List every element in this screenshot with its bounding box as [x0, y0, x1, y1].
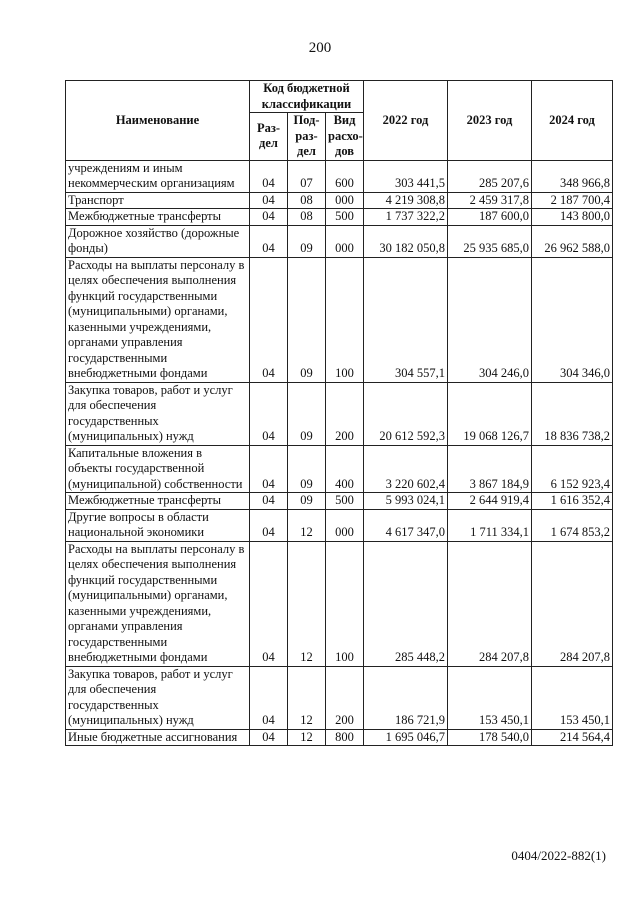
- cell-podrazdel: 07: [288, 160, 326, 192]
- cell-value-2022: 30 182 050,8: [364, 225, 448, 257]
- cell-value-2023: 187 600,0: [448, 209, 532, 226]
- cell-name: учреждениям и иным некоммерческим организациям: [66, 160, 250, 192]
- header-code-group: Код бюджетной классификации: [250, 81, 364, 113]
- cell-razdel: 04: [250, 666, 288, 729]
- cell-razdel: 04: [250, 382, 288, 445]
- cell-value-2024: 214 564,4: [532, 729, 613, 746]
- cell-vid-raskhodov: 600: [326, 160, 364, 192]
- cell-value-2022: 4 219 308,8: [364, 192, 448, 209]
- cell-value-2022: 285 448,2: [364, 541, 448, 666]
- cell-value-2023: 3 867 184,9: [448, 445, 532, 493]
- cell-podrazdel: 09: [288, 257, 326, 382]
- cell-podrazdel: 12: [288, 729, 326, 746]
- header-year-2023: 2023 год: [448, 81, 532, 161]
- cell-value-2024: 18 836 738,2: [532, 382, 613, 445]
- cell-podrazdel: 12: [288, 509, 326, 541]
- table-row: [66, 493, 613, 510]
- cell-value-2023: 304 246,0: [448, 257, 532, 382]
- cell-razdel: 04: [250, 160, 288, 192]
- cell-name: Расходы на выплаты персоналу в целях обеспечения выполнения функций государственными (муниципальными) органами, казенными учреждениями, органами управления государственными внебюджетными фондами: [66, 257, 250, 382]
- cell-razdel: 04: [250, 493, 288, 510]
- page-number: 200: [308, 40, 332, 56]
- cell-value-2023: 2 644 919,4: [448, 493, 532, 510]
- document-code: 0404/2022-882(1): [511, 848, 606, 863]
- table-row: [66, 225, 613, 257]
- cell-value-2023: 178 540,0: [448, 729, 532, 746]
- cell-name: Иные бюджетные ассигнования: [66, 729, 250, 746]
- cell-value-2022: 20 612 592,3: [364, 382, 448, 445]
- cell-razdel: 04: [250, 225, 288, 257]
- table-row: [66, 382, 613, 445]
- cell-value-2023: 153 450,1: [448, 666, 532, 729]
- cell-razdel: 04: [250, 729, 288, 746]
- table-row: [66, 209, 613, 226]
- cell-value-2023: 1 711 334,1: [448, 509, 532, 541]
- cell-value-2024: 1 674 853,2: [532, 509, 613, 541]
- cell-value-2022: 3 220 602,4: [364, 445, 448, 493]
- cell-podrazdel: 12: [288, 541, 326, 666]
- cell-podrazdel: 09: [288, 445, 326, 493]
- table-row: [66, 160, 613, 192]
- cell-value-2022: 304 557,1: [364, 257, 448, 382]
- cell-name: Другие вопросы в области национальной экономики: [66, 509, 250, 541]
- cell-value-2024: 284 207,8: [532, 541, 613, 666]
- table-header-row: [66, 81, 613, 113]
- table-body: [66, 160, 613, 746]
- cell-value-2024: 1 616 352,4: [532, 493, 613, 510]
- table-row: [66, 257, 613, 382]
- table-row: [66, 729, 613, 746]
- cell-razdel: 04: [250, 257, 288, 382]
- cell-value-2024: 348 966,8: [532, 160, 613, 192]
- cell-value-2024: 6 152 923,4: [532, 445, 613, 493]
- cell-vid-raskhodov: 000: [326, 225, 364, 257]
- header-year-2022: 2022 год: [364, 81, 448, 161]
- cell-value-2022: 303 441,5: [364, 160, 448, 192]
- cell-value-2022: 5 993 024,1: [364, 493, 448, 510]
- cell-value-2022: 186 721,9: [364, 666, 448, 729]
- cell-razdel: 04: [250, 509, 288, 541]
- cell-podrazdel: 08: [288, 209, 326, 226]
- header-name: Наименование: [66, 81, 250, 161]
- cell-name: Транспорт: [66, 192, 250, 209]
- header-razdel: Раз- дел: [250, 113, 288, 161]
- cell-value-2023: 19 068 126,7: [448, 382, 532, 445]
- budget-table: [65, 80, 613, 746]
- cell-podrazdel: 08: [288, 192, 326, 209]
- cell-vid-raskhodov: 000: [326, 192, 364, 209]
- table-row: [66, 541, 613, 666]
- cell-podrazdel: 09: [288, 382, 326, 445]
- cell-vid-raskhodov: 000: [326, 509, 364, 541]
- cell-value-2024: 153 450,1: [532, 666, 613, 729]
- cell-podrazdel: 09: [288, 493, 326, 510]
- cell-value-2023: 285 207,6: [448, 160, 532, 192]
- cell-value-2022: 1 695 046,7: [364, 729, 448, 746]
- cell-vid-raskhodov: 100: [326, 541, 364, 666]
- cell-vid-raskhodov: 500: [326, 493, 364, 510]
- cell-value-2024: 143 800,0: [532, 209, 613, 226]
- table-row: [66, 666, 613, 729]
- cell-name: Закупка товаров, работ и услуг для обеспечения государственных (муниципальных) нужд: [66, 666, 250, 729]
- cell-value-2023: 284 207,8: [448, 541, 532, 666]
- cell-vid-raskhodov: 200: [326, 666, 364, 729]
- cell-razdel: 04: [250, 541, 288, 666]
- cell-value-2023: 2 459 317,8: [448, 192, 532, 209]
- cell-vid-raskhodov: 100: [326, 257, 364, 382]
- cell-value-2022: 4 617 347,0: [364, 509, 448, 541]
- table-row: [66, 445, 613, 493]
- cell-razdel: 04: [250, 192, 288, 209]
- cell-vid-raskhodov: 400: [326, 445, 364, 493]
- cell-name: Межбюджетные трансферты: [66, 493, 250, 510]
- cell-value-2024: 26 962 588,0: [532, 225, 613, 257]
- header-year-2024: 2024 год: [532, 81, 613, 161]
- cell-razdel: 04: [250, 209, 288, 226]
- cell-podrazdel: 09: [288, 225, 326, 257]
- table-row: [66, 509, 613, 541]
- cell-vid-raskhodov: 200: [326, 382, 364, 445]
- cell-value-2023: 25 935 685,0: [448, 225, 532, 257]
- cell-podrazdel: 12: [288, 666, 326, 729]
- cell-name: Закупка товаров, работ и услуг для обеспечения государственных (муниципальных) нужд: [66, 382, 250, 445]
- header-vid-raskhodov: Вид расхо- дов: [326, 113, 364, 161]
- cell-value-2022: 1 737 322,2: [364, 209, 448, 226]
- cell-vid-raskhodov: 500: [326, 209, 364, 226]
- table-row: [66, 192, 613, 209]
- cell-name: Дорожное хозяйство (дорожные фонды): [66, 225, 250, 257]
- cell-name: Капитальные вложения в объекты государственной (муниципальной) собственности: [66, 445, 250, 493]
- cell-value-2024: 2 187 700,4: [532, 192, 613, 209]
- cell-razdel: 04: [250, 445, 288, 493]
- cell-value-2024: 304 346,0: [532, 257, 613, 382]
- cell-name: Расходы на выплаты персоналу в целях обеспечения выполнения функций государственными (муниципальными) органами, казенными учреждениями, органами управления государственными внебюджетными фондами: [66, 541, 250, 666]
- cell-name: Межбюджетные трансферты: [66, 209, 250, 226]
- header-podrazdel: Под- раз- дел: [288, 113, 326, 161]
- cell-vid-raskhodov: 800: [326, 729, 364, 746]
